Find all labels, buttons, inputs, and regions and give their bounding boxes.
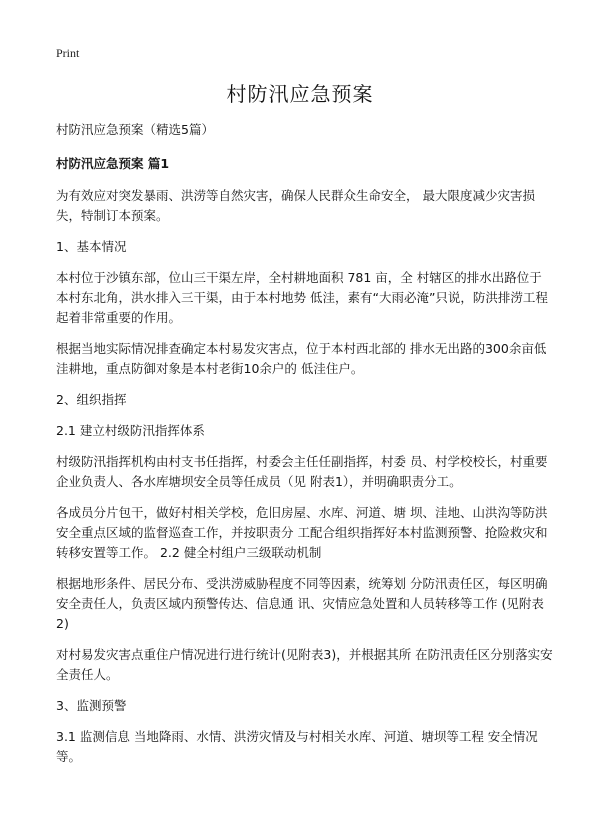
subheading-command-system: 2.1 建立村级防汛指挥体系 xyxy=(56,423,205,438)
paragraph-basic-2: 根据当地实际情况排查确定本村易发灾害点，位于本村西北部的 排水无出路的300余亩低洼耕地，重点防御对象是本村老街10余户的 低洼住户。 xyxy=(56,341,547,376)
paragraph-organization-4: 对村易发灾害点重住户情况进行进行统计(见附表3)，并根据其所 在防汛责任区分别落实安全责任人。 xyxy=(56,647,553,682)
paragraph-basic-1: 本村位于沙镇东部，位山三干渠左岸，全村耕地面积 781 亩，全 村辖区的排水出路位于本村东北角，洪水排入三干渠，由于本村地势 低洼，素有“大雨必淹”只说，防洪排涝工程起着非常重要的作用。 xyxy=(56,270,548,325)
paragraph-monitoring-1: 3.1 监测信息 当地降雨、水情、洪涝灾情及与村相关水库、河道、塘坝等工程 安全情况等。 xyxy=(56,729,538,764)
document-body xyxy=(56,120,554,778)
heading-basic-situation: 1、基本情况 xyxy=(56,239,127,254)
document-subtitle: 村防汛应急预案（精选5篇） xyxy=(56,122,214,137)
section-title: 村防汛应急预案 篇1 xyxy=(56,156,170,171)
heading-monitoring: 3、监测预警 xyxy=(56,698,127,713)
heading-organization: 2、组织指挥 xyxy=(56,392,127,407)
print-label: Print xyxy=(56,46,80,60)
paragraph-organization-1: 村级防汛指挥机构由村支书任指挥，村委会主任任副指挥，村委 员、村学校校长，村重要企业负责人、各水库塘坝安全员等任成员（见 附表1），并明确职责分工。 xyxy=(56,454,548,489)
paragraph-organization-3: 根据地形条件、居民分布、受洪涝威胁程度不同等因素，统筹划 分防汛责任区，每区明确安全责任人，负责区域内预警传达、信息通 讯、灾情应急处置和人员转移等工作 (见附表2) xyxy=(56,576,548,631)
paragraph-organization-2: 各成员分片包干，做好村相关学校，危旧房屋、水库、河道、塘 坝、洼地、山洪沟等防洪安全重点区域的监督巡查工作，并按职责分 工配合组织指挥好本村监测预警、抢险救灾和转移安置等工作。 2.2 健全村组户三级联动机制 xyxy=(56,505,548,560)
intro-paragraph: 为有效应对突发暴雨、洪涝等自然灾害，确保人民群众生命安全， 最大限度减少灾害损失，特制订本预案。 xyxy=(56,188,535,223)
document-title: 村防汛应急预案 xyxy=(226,82,374,106)
